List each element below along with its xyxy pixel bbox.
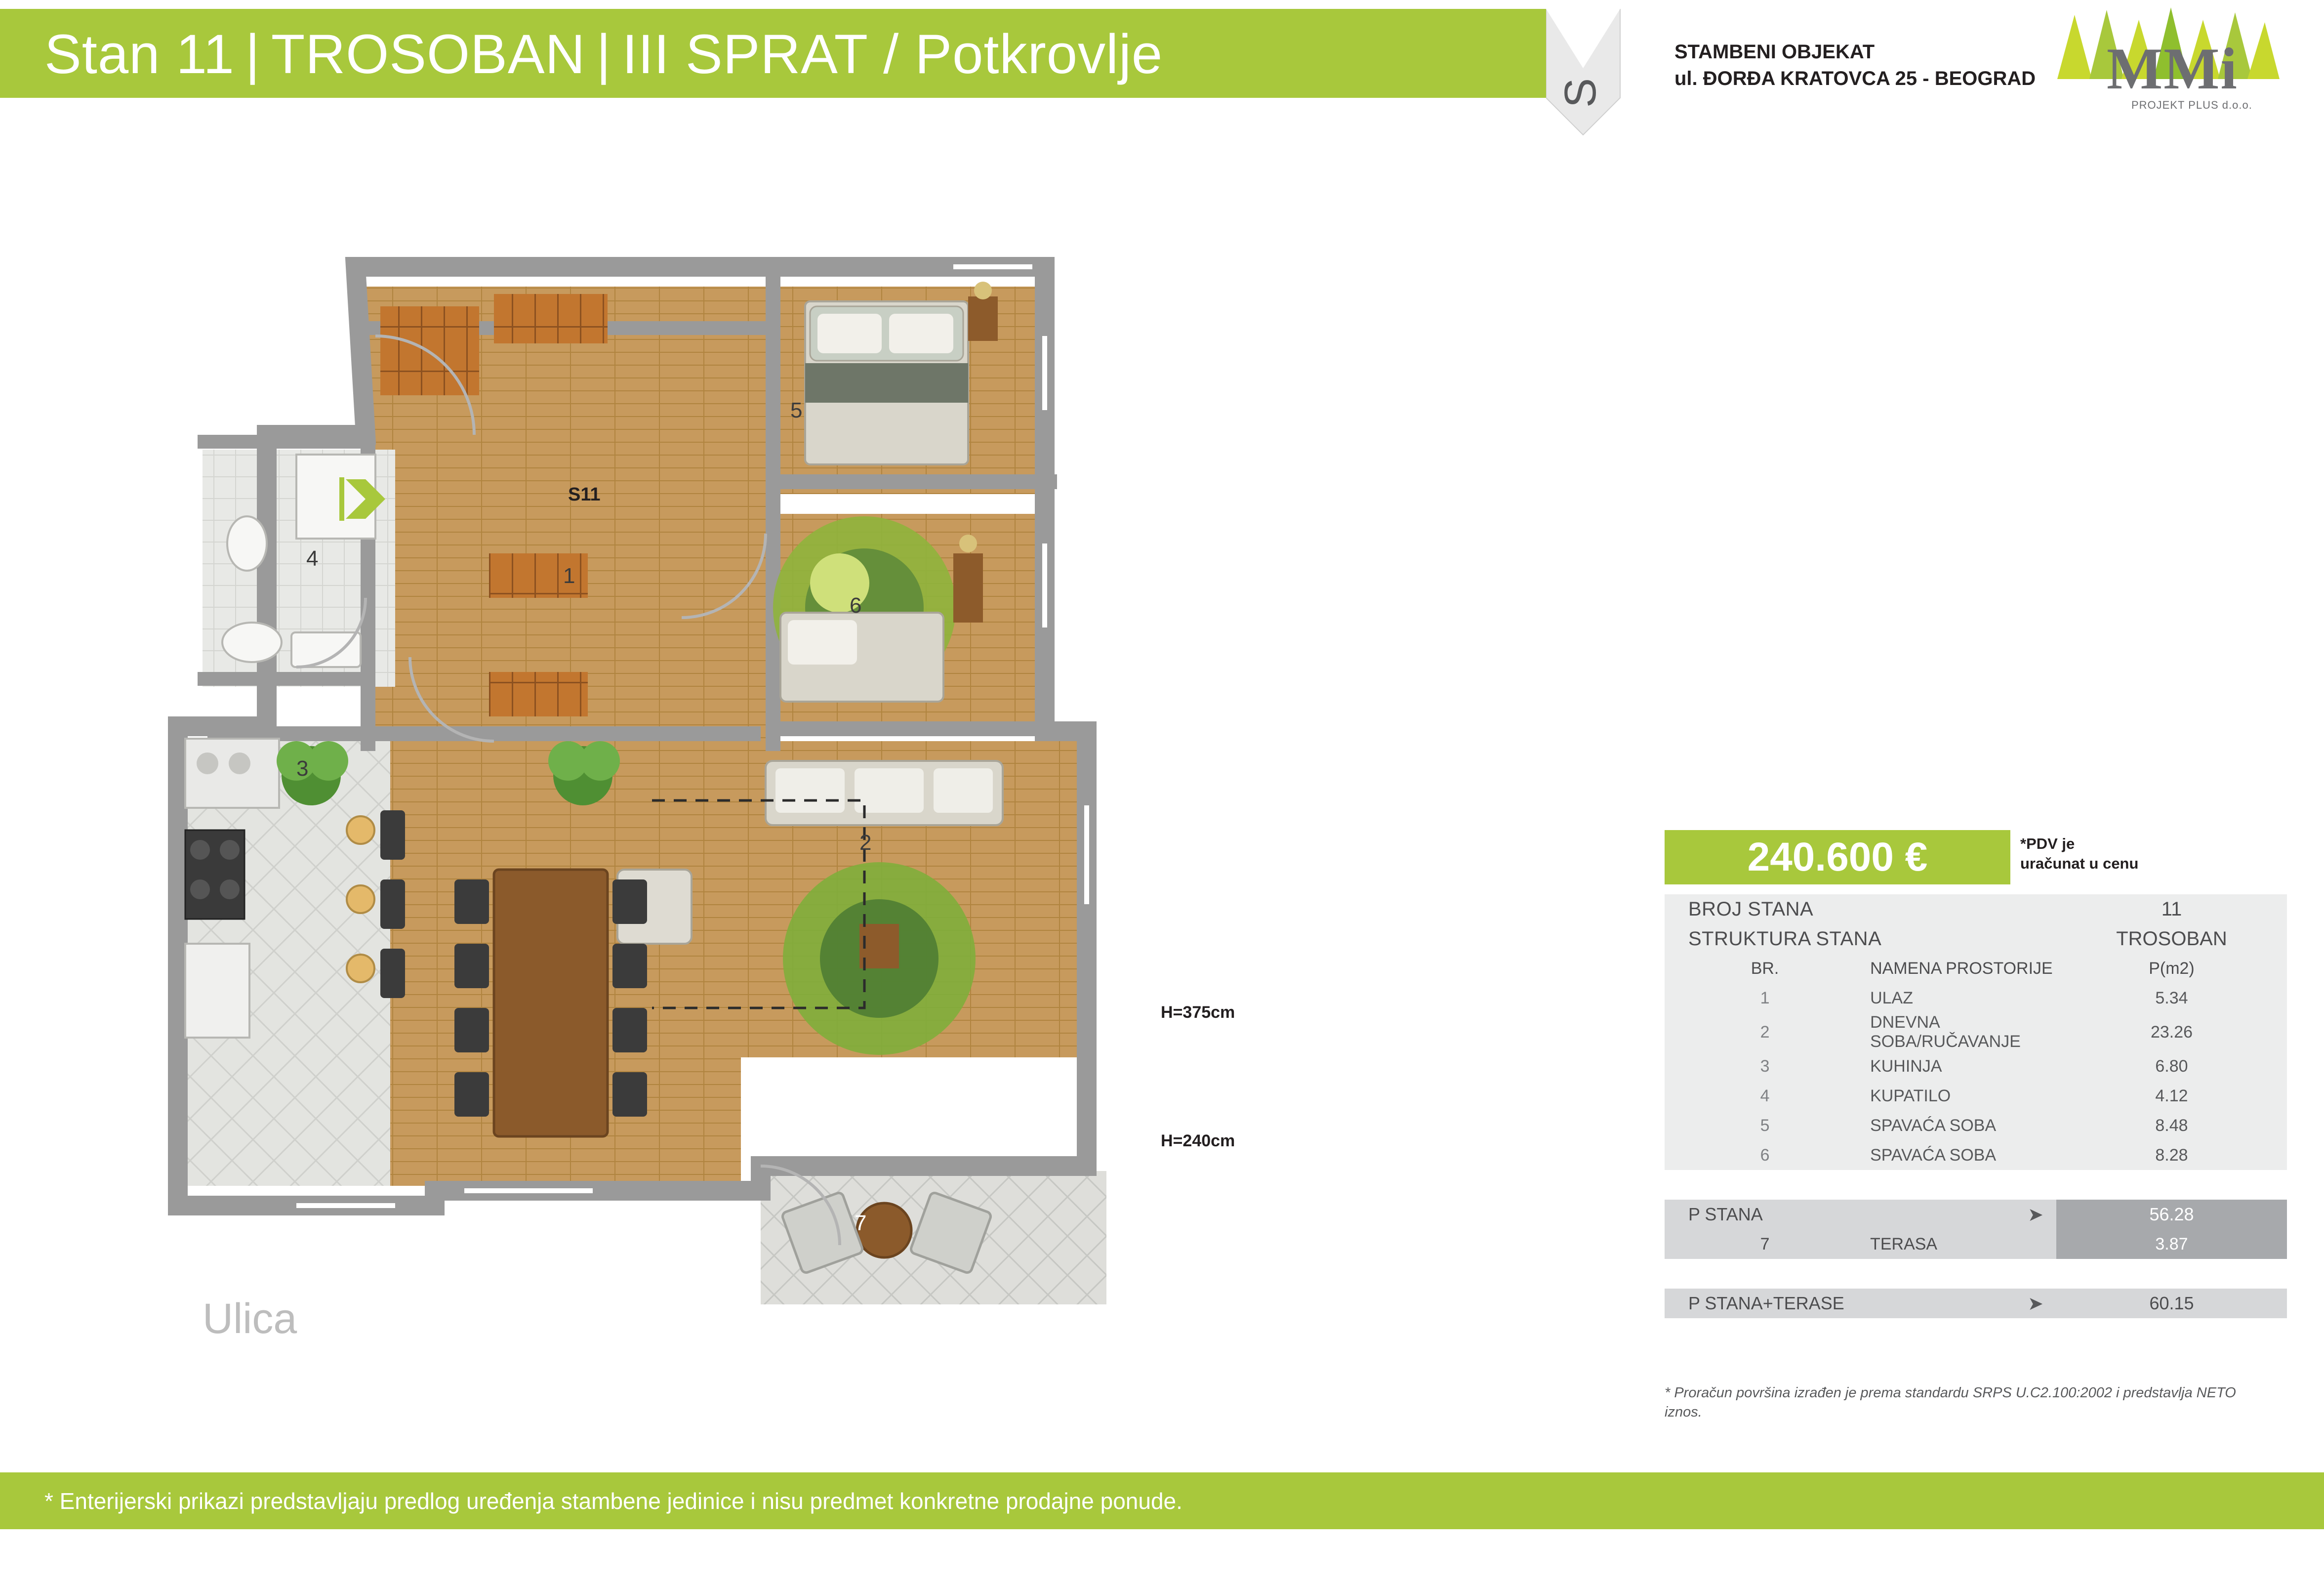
room-label-3: 3 [296,756,309,781]
room-num: 5 [1665,1111,1865,1140]
total-label: P STANA+TERASE [1665,1289,1865,1318]
sum-value: 56.28 [2056,1200,2287,1229]
vat-note [2020,834,2218,874]
room-area: 6.80 [2056,1051,2287,1081]
price-value: 240.600 € [1747,835,1928,879]
floorplan [148,237,1432,1423]
table-header-row [1665,954,2287,983]
table-row [1665,1081,2287,1111]
title-structure: TROSOBAN [271,23,586,85]
logo-wordmark: MMi [2107,36,2238,101]
room-area: 23.26 [2056,1013,2287,1051]
bedroom-5-furniture [805,282,998,464]
room-area: 4.12 [2056,1081,2287,1111]
building-info [1674,39,2036,92]
room-area: 8.28 [2056,1140,2287,1170]
room-name: SPAVAĆA SOBA [1865,1111,2056,1140]
room-num: 2 [1665,1013,1865,1051]
table-row-structure [1665,924,2287,954]
price-box [1665,830,2010,884]
terrace-num: 7 [1665,1229,1865,1259]
room-area: 5.34 [2056,983,2287,1013]
apt-number-label: BROJ STANA [1665,894,2056,924]
vat-note-line1: *PDV je [2020,835,2075,852]
room-label-4: 4 [306,546,319,571]
room-num: 1 [1665,983,1865,1013]
compass-icon [1546,9,1660,137]
apartment-table [1665,894,2287,1318]
ceiling-height-note-1: H=375cm [1161,1003,1235,1022]
disclaimer-band [0,1472,2324,1529]
title-separator-1: | [245,23,260,85]
table-row [1665,1140,2287,1170]
apartment-info-panel [1665,830,2287,1433]
page-header [0,0,2324,111]
room-name: ULAZ [1865,983,2056,1013]
room-name: DNEVNA SOBA/RUČAVANJE [1865,1013,2056,1051]
page-title [44,17,1163,91]
room-name: KUHINJA [1865,1051,2056,1081]
table-row-area-sum [1665,1200,2287,1229]
title-apartment: Stan 11 [44,23,235,85]
room-label-1: 1 [563,564,575,588]
sum-label: P STANA [1665,1200,1865,1229]
table-row-terrace [1665,1229,2287,1259]
apt-number-value: 11 [2056,894,2287,924]
room-label-7: 7 [855,1211,867,1235]
table-row [1665,1051,2287,1081]
table-spacer [1665,1170,2287,1200]
arrow-icon: ➤ [1865,1289,2056,1318]
title-floor: III SPRAT / Potkrovlje [622,23,1163,85]
room-name: KUPATILO [1865,1081,2056,1111]
col-header-num: BR. [1665,954,1865,983]
table-row-apartment-number [1665,894,2287,924]
company-logo [2047,5,2294,111]
svg-text:S: S [1556,78,1605,108]
room-label-2: 2 [859,831,872,855]
street-label: Ulica [203,1295,297,1342]
table-row [1665,1013,2287,1051]
table-spacer [1665,1259,2287,1289]
terrace-label: TERASA [1865,1229,2056,1259]
logo-tagline: PROJEKT PLUS d.o.o. [2131,99,2252,111]
area-standard-footnote: * Proračun površina izrađen je prema standardu SRPS U.C2.100:2002 i predstavlja NETO iznos. [1665,1385,2236,1421]
room-label-6: 6 [850,593,862,618]
arrow-icon: ➤ [1865,1200,2056,1229]
table-row [1665,1111,2287,1140]
disclaimer-text: * Enterijerski prikazi predstavljaju predlog uređenja stambene jedinice i nisu predmet konkretne prodajne ponude. [44,1488,1182,1514]
table-row [1665,983,2287,1013]
structure-label: STRUKTURA STANA [1665,924,2056,954]
building-info-line2: ul. ĐORĐA KRATOVCA 25 - BEOGRAD [1674,68,2036,89]
room-num: 6 [1665,1140,1865,1170]
building-info-line1: STAMBENI OBJEKAT [1674,41,1875,63]
ceiling-height-note-2: H=240cm [1161,1131,1235,1150]
room-label-5: 5 [790,398,803,422]
terrace-value: 3.87 [2056,1229,2287,1259]
entrance-label: S11 [568,484,601,505]
room-area: 8.48 [2056,1111,2287,1140]
room-name: SPAVAĆA SOBA [1865,1140,2056,1170]
room-num: 4 [1665,1081,1865,1111]
vat-note-line2: uračunat u cenu [2020,855,2139,873]
room-num: 3 [1665,1051,1865,1081]
table-row-total [1665,1289,2287,1318]
col-header-name: NAMENA PROSTORIJE [1865,954,2056,983]
col-header-area: P(m2) [2056,954,2287,983]
total-value: 60.15 [2056,1289,2287,1318]
title-separator-2: | [596,23,612,85]
structure-value: TROSOBAN [2056,924,2287,954]
